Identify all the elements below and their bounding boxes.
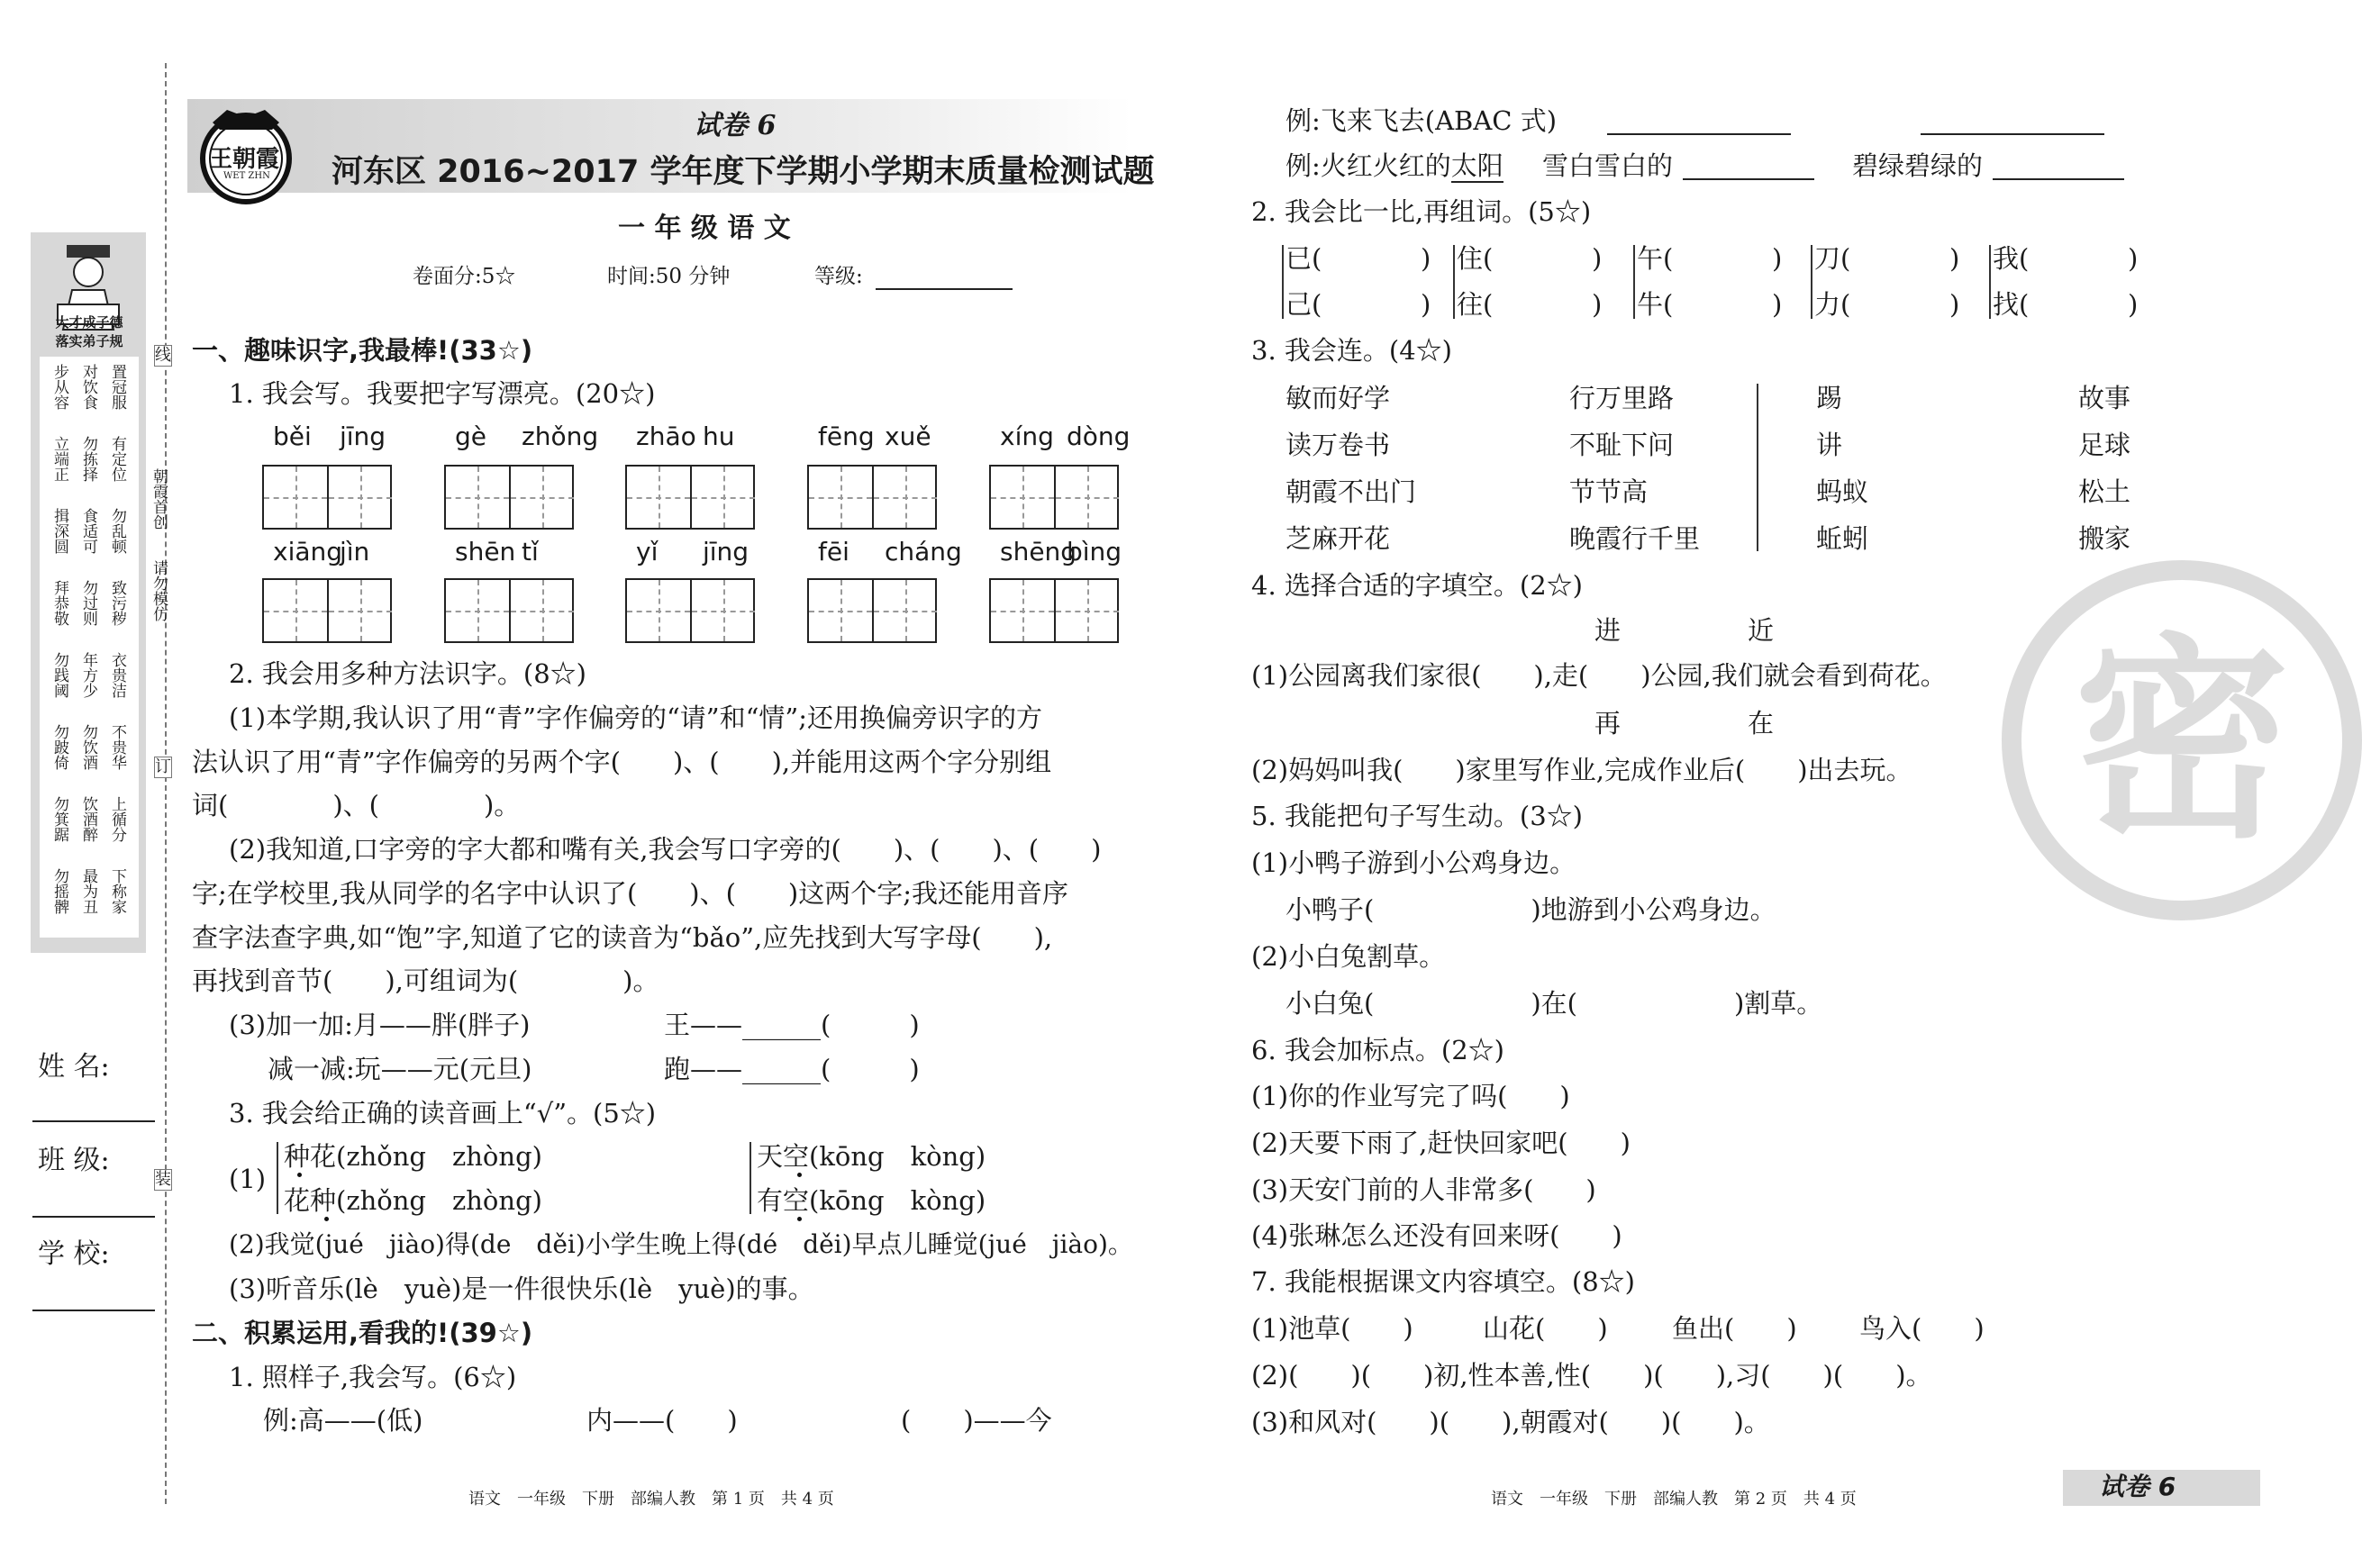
- grid-cell[interactable]: [329, 467, 392, 528]
- s2-q1-item: ( )——今: [901, 1405, 1052, 1436]
- grid-guide: [329, 611, 392, 612]
- rule-phrase: 最为丑: [79, 868, 97, 914]
- q3-item: 花种(zhǒng zhòng): [284, 1185, 542, 1216]
- grade-field[interactable]: [876, 288, 1013, 290]
- match-item[interactable]: 晚霞行千里: [1569, 523, 1701, 554]
- rule-phrase: 立端正: [50, 436, 68, 482]
- r-q6-item: (2)天要下雨了,赶快回家吧( ): [1251, 1128, 1631, 1158]
- r-q5-2-answer: 小白兔( )在( )割草。: [1285, 988, 1823, 1019]
- grid-guide: [874, 497, 937, 499]
- pinyin-label: jīng: [703, 537, 749, 566]
- compare-close: ): [1772, 243, 1783, 274]
- grid-cell[interactable]: [874, 580, 937, 641]
- match-item[interactable]: 不耻下问: [1569, 430, 1675, 460]
- match-item[interactable]: 读万卷书: [1285, 430, 1391, 460]
- r-q7-2: (2)( )( )初,性本善,性( )( ),习( )( )。: [1251, 1360, 1932, 1391]
- pinyin-label: shēn: [455, 537, 516, 566]
- r-q7-1: 鸟入( ): [1859, 1313, 1985, 1344]
- compare-char: 午(: [1637, 243, 1674, 274]
- meta-time: 时间:50 分钟: [607, 265, 731, 288]
- q2-1-line-c: 词( )、( )。: [192, 790, 521, 820]
- q3-item: 有空(kōng kòng): [757, 1185, 986, 1216]
- name-label: 姓 名:: [38, 1051, 110, 1083]
- example-word: 太阳: [1450, 150, 1504, 181]
- pinyin-label: jìn: [340, 537, 370, 566]
- example-abac: 例:飞来飞去(ABAC 式): [1285, 105, 1558, 136]
- character-grid[interactable]: [989, 578, 1119, 643]
- rule-phrase: 年方少: [79, 652, 97, 698]
- grid-guide: [627, 611, 690, 612]
- rule-phrase: 勿摇髀: [50, 868, 68, 914]
- rule-phrase: 致污秽: [108, 580, 126, 626]
- match-item[interactable]: 足球: [2078, 430, 2131, 460]
- q2-prompt: 2. 我会用多种方法识字。(8☆): [229, 658, 586, 689]
- q2-2-line-b: 字;在学校里,我从同学的名字中认识了( )、( )这两个字;我还能用音序: [192, 878, 1069, 909]
- grid-guide: [874, 611, 937, 612]
- rule-phrase: 勿饮酒: [79, 724, 97, 770]
- grid-cell[interactable]: [991, 467, 1056, 528]
- pinyin-label: xuě: [885, 421, 931, 451]
- match-item[interactable]: 松土: [2078, 476, 2131, 507]
- pinyin-label: xíng: [1000, 421, 1054, 451]
- seal-char: 密: [2073, 613, 2290, 867]
- q2-3-subtract: 减一减:玩——元(元旦): [268, 1054, 532, 1084]
- rule-phrase: 勿过则: [79, 580, 97, 626]
- compare-close: ): [1949, 243, 1960, 274]
- r-q6-item: (3)天安门前的人非常多( ): [1251, 1174, 1596, 1205]
- character-grid[interactable]: [444, 465, 574, 530]
- brand-logo: [191, 106, 301, 205]
- r-q7-1: (1)池草( ): [1251, 1313, 1413, 1344]
- character-grid[interactable]: [262, 465, 392, 530]
- pinyin-label: xiāng: [273, 537, 343, 566]
- grid-guide: [329, 497, 392, 499]
- rule-phrase: 下称家: [108, 868, 126, 914]
- compare-char: 力(: [1814, 289, 1851, 320]
- pinyin-label: bìng: [1067, 537, 1122, 566]
- match-item[interactable]: 讲: [1816, 430, 1843, 460]
- r-q7-prompt: 7. 我能根据课文内容填空。(8☆): [1251, 1266, 1635, 1297]
- q2-2-line-c: 查字法查字典,如“饱”字,知道了它的读音为“bǎo”,应先找到大写字母( ),: [192, 922, 1053, 953]
- rule-phrase: 有定位: [108, 436, 126, 482]
- r-q4-1: (1)公园离我们家很( ),走( )公园,我们就会看到荷花。: [1251, 660, 1947, 691]
- rule-phrase: 拜恭敬: [50, 580, 68, 626]
- q3-item: 天空(kōng kòng): [757, 1141, 986, 1172]
- logo-sub: WET ZHN: [223, 171, 270, 181]
- rule-phrase: 食适可: [79, 508, 97, 554]
- grid-guide: [991, 497, 1054, 499]
- grid-cell[interactable]: [692, 467, 755, 528]
- rule-phrase: 上循分: [108, 796, 126, 842]
- series-label: 试卷 6: [694, 110, 777, 141]
- corner-tag: 试卷 6: [2099, 1472, 2176, 1501]
- page-footer-right: 语文 一年级 下册 部编人教 第 2 页 共 4 页: [1491, 1490, 1857, 1509]
- q2-1-line-b: 法认识了用“青”字作偏旁的另两个字( )、( ),并能用这两个字分别组: [192, 747, 1052, 777]
- grid-cell[interactable]: [1056, 467, 1119, 528]
- character-grid[interactable]: [444, 578, 574, 643]
- q3-bracket: [277, 1142, 278, 1214]
- q3-number: (1): [229, 1164, 267, 1194]
- class-label: 班 级:: [38, 1145, 110, 1176]
- pinyin-label: hu: [703, 421, 735, 451]
- example-item: 碧绿碧绿的: [1852, 150, 1984, 181]
- compare-char: 刀(: [1814, 243, 1851, 274]
- grid-cell[interactable]: [692, 580, 755, 641]
- compare-close: ): [2128, 289, 2139, 320]
- rule-phrase: 勿跛倚: [50, 724, 68, 770]
- match-item[interactable]: 踢: [1816, 383, 1843, 413]
- grid-cell[interactable]: [264, 580, 329, 641]
- meta-grade: 等级:: [814, 265, 863, 288]
- compare-close: ): [1592, 243, 1603, 274]
- compare-char: 我(: [1993, 243, 2030, 274]
- grid-guide: [809, 497, 872, 499]
- school-label: 学 校:: [38, 1238, 110, 1270]
- page-footer-left: 语文 一年级 下册 部编人教 第 1 页 共 4 页: [468, 1490, 834, 1509]
- r-q2-prompt: 2. 我会比一比,再组词。(5☆): [1251, 196, 1592, 227]
- grid-cell[interactable]: [627, 467, 692, 528]
- r-q5-1: (1)小鸭子游到小公鸡身边。: [1251, 847, 1576, 878]
- rule-phrase: 对饮食: [79, 364, 97, 410]
- r-q6-item: (1)你的作业写完了吗( ): [1251, 1081, 1570, 1111]
- s2-q1-prompt: 1. 照样子,我会写。(6☆): [229, 1362, 517, 1392]
- q2-3-add-answer: 王——______( ): [664, 1010, 920, 1040]
- rule-phrase: 勿拣择: [79, 436, 97, 482]
- q1-prompt: 1. 我会写。我要把字写漂亮。(20☆): [229, 378, 656, 409]
- answer-line[interactable]: [1683, 178, 1814, 180]
- grid-guide: [809, 611, 872, 612]
- grid-cell[interactable]: [446, 580, 511, 641]
- compare-bracket: [1282, 245, 1284, 319]
- pinyin-label: shēng: [1000, 537, 1077, 566]
- grid-guide: [991, 611, 1054, 612]
- match-divider: [1757, 384, 1758, 551]
- r-q6-item: (4)张琳怎么还没有回来呀( ): [1251, 1220, 1622, 1251]
- match-item[interactable]: 行万里路: [1569, 383, 1675, 413]
- compare-char: 已(: [1285, 243, 1322, 274]
- rule-phrase: 揖深圆: [50, 508, 68, 554]
- r-q3-prompt: 3. 我会连。(4☆): [1251, 335, 1452, 366]
- word-option: 再: [1594, 708, 1622, 739]
- pinyin-label: zhǒng: [522, 421, 599, 451]
- grid-guide: [511, 611, 574, 612]
- rule-phrase: 衣贵洁: [108, 652, 126, 698]
- character-grid[interactable]: [625, 465, 755, 530]
- q2-2-line-d: 再找到音节( ),可组词为( )。: [192, 965, 659, 996]
- rule-phrase: 步从容: [50, 364, 68, 410]
- school-field[interactable]: [32, 1310, 155, 1311]
- q3-bracket: [749, 1142, 751, 1214]
- compare-bracket: [1989, 245, 1991, 319]
- seal-watermark: [2002, 560, 2290, 920]
- grid-cell[interactable]: [264, 467, 329, 528]
- compare-bracket: [1811, 245, 1812, 319]
- grid-guide: [264, 497, 327, 499]
- rule-phrase: 勿践阈: [50, 652, 68, 698]
- q2-2-line-a: (2)我知道,口字旁的字大都和嘴有关,我会写口字旁的( )、( )、( ): [229, 834, 1102, 865]
- class-field[interactable]: [32, 1216, 155, 1218]
- compare-close: ): [2128, 243, 2139, 274]
- grid-cell[interactable]: [446, 467, 511, 528]
- pinyin-label: cháng: [885, 537, 962, 566]
- rule-phrase: 不贵华: [108, 724, 126, 770]
- match-item[interactable]: 敏而好学: [1285, 383, 1391, 413]
- grid-guide: [446, 497, 509, 499]
- match-item[interactable]: 故事: [2078, 383, 2131, 413]
- example-prefix: 例:火红火红的: [1285, 150, 1451, 181]
- meta-score: 卷面分:5☆: [413, 265, 516, 288]
- r-q4-2: (2)妈妈叫我( )家里写作业,完成作业后( )出去玩。: [1251, 755, 1912, 785]
- sidebar-motto: [40, 313, 139, 351]
- logo-text: 王朝霞: [209, 146, 280, 173]
- grid-guide: [264, 611, 327, 612]
- example-item: 雪白雪白的: [1542, 150, 1674, 181]
- match-item[interactable]: 蚯蚓: [1816, 523, 1869, 554]
- character-grid[interactable]: [807, 578, 937, 643]
- answer-line[interactable]: [1993, 178, 2124, 180]
- pinyin-label: fēng: [818, 421, 875, 451]
- grid-cell[interactable]: [329, 580, 392, 641]
- word-option: 在: [1748, 708, 1775, 739]
- grid-cell[interactable]: [1056, 580, 1119, 641]
- compare-char: 牛(: [1637, 289, 1674, 320]
- compare-close: ): [1421, 243, 1431, 274]
- match-item[interactable]: 蚂蚁: [1816, 476, 1869, 507]
- q3-2: (2)我觉(jué jiào)得(de děi)小学生晚上得(dé děi)早点儿睡觉(jué jiào)。: [229, 1229, 1133, 1259]
- section-1-heading: 一、趣味识字,我最棒!(33☆): [192, 335, 533, 366]
- emphasis-dot: [324, 1217, 329, 1221]
- grid-cell[interactable]: [809, 467, 874, 528]
- pinyin-label: gè: [455, 421, 486, 451]
- q3-item: 种花(zhǒng zhòng): [284, 1141, 542, 1172]
- compare-char: 往(: [1457, 289, 1494, 320]
- motto-line: 大才成子德: [55, 314, 123, 331]
- emphasis-dot: [797, 1217, 802, 1221]
- match-item[interactable]: 搬家: [2078, 523, 2131, 554]
- rule-phrase: 饮酒醉: [79, 796, 97, 842]
- word-option: 进: [1594, 615, 1622, 646]
- pinyin-label: tǐ: [522, 537, 539, 566]
- s2-q1-example: 例:高——(低): [263, 1405, 423, 1436]
- grid-cell[interactable]: [511, 467, 574, 528]
- pinyin-label: fēi: [818, 537, 849, 566]
- grid-guide: [511, 497, 574, 499]
- grid-guide: [1056, 611, 1119, 612]
- grid-guide: [692, 611, 755, 612]
- q3-prompt: 3. 我会给正确的读音画上“√”。(5☆): [229, 1098, 657, 1128]
- pinyin-label: dòng: [1067, 421, 1131, 451]
- q2-1-line-a: (1)本学期,我认识了用“青”字作偏旁的“请”和“情”;还用换偏旁识字的方: [229, 702, 1043, 733]
- r-q6-prompt: 6. 我会加标点。(2☆): [1251, 1035, 1504, 1065]
- match-item[interactable]: 芝麻开花: [1285, 523, 1391, 554]
- match-item[interactable]: 朝霞不出门: [1285, 476, 1417, 507]
- emphasis-dot: [797, 1173, 802, 1177]
- binding-mark-1: 线: [155, 346, 171, 365]
- match-item[interactable]: 节节高: [1569, 476, 1649, 507]
- grid-guide: [692, 497, 755, 499]
- compare-close: ): [1421, 289, 1431, 320]
- word-option: 近: [1748, 615, 1775, 646]
- r-q4-prompt: 4. 选择合适的字填空。(2☆): [1251, 570, 1583, 601]
- grid-guide: [627, 497, 690, 499]
- pinyin-label: jīng: [340, 421, 386, 451]
- grid-cell[interactable]: [874, 467, 937, 528]
- subject-title: 一 年 级 语 文: [618, 213, 791, 244]
- rule-phrase: 勿乱顿: [108, 508, 126, 554]
- q3-3: (3)听音乐(lè yuè)是一件很快乐(lè yuè)的事。: [229, 1273, 814, 1304]
- answer-line[interactable]: [1921, 133, 2104, 135]
- compare-close: ): [1949, 289, 1960, 320]
- r-q5-2: (2)小白兔割草。: [1251, 941, 1446, 972]
- emphasis-dot: [297, 1173, 302, 1177]
- binding-mark-2: 订: [155, 757, 171, 776]
- q2-3-add: (3)加一加:月——胖(胖子): [229, 1010, 531, 1040]
- rule-phrase: 勿箕踞: [50, 796, 68, 842]
- compare-char: 己(: [1285, 289, 1322, 320]
- grid-guide: [1056, 497, 1119, 499]
- pinyin-label: běi: [273, 421, 312, 451]
- compare-bracket: [1633, 245, 1635, 319]
- rule-phrase: 置冠服: [108, 364, 126, 410]
- character-grid[interactable]: [989, 465, 1119, 530]
- answer-line[interactable]: [1607, 133, 1791, 135]
- character-grid[interactable]: [262, 578, 392, 643]
- section-2-heading: 二、积累运用,看我的!(39☆): [192, 1318, 533, 1348]
- q2-3-subtract-answer: 跑——______( ): [664, 1054, 920, 1084]
- pinyin-label: yǐ: [636, 537, 659, 566]
- r-q7-1: 山花( ): [1483, 1313, 1608, 1344]
- r-q7-1: 鱼出( ): [1672, 1313, 1797, 1344]
- s2-q1-item: 内——( ): [586, 1405, 738, 1436]
- grid-guide: [446, 611, 509, 612]
- page-title: 河东区 2016~2017 学年度下学期小学期末质量检测试题: [332, 154, 1155, 190]
- pinyin-label: zhāo: [636, 421, 696, 451]
- example-color: [1285, 150, 1504, 183]
- sidebar-rules: [40, 357, 139, 938]
- compare-char: 找(: [1993, 289, 2030, 320]
- grid-cell[interactable]: [627, 580, 692, 641]
- motto-line: 落实弟子规: [55, 333, 123, 349]
- binding-mark-3: 装: [155, 1170, 171, 1189]
- r-q5-prompt: 5. 我能把句子写生动。(3☆): [1251, 801, 1583, 831]
- r-q7-3: (3)和风对( )( ),朝霞对( )( )。: [1251, 1407, 1770, 1437]
- compare-char: 住(: [1457, 243, 1494, 274]
- binding-line: [165, 63, 167, 1504]
- grid-cell[interactable]: [809, 580, 874, 641]
- vertical-note-2: 请勿模仿: [150, 560, 168, 621]
- compare-close: ): [1592, 289, 1603, 320]
- character-grid[interactable]: [625, 578, 755, 643]
- compare-bracket: [1453, 245, 1455, 319]
- r-q5-1-answer: 小鸭子( )地游到小公鸡身边。: [1285, 894, 1776, 925]
- vertical-note-1: 朝霞首创: [150, 468, 168, 530]
- grid-cell[interactable]: [991, 580, 1056, 641]
- grid-cell[interactable]: [511, 580, 574, 641]
- compare-close: ): [1772, 289, 1783, 320]
- name-field[interactable]: [32, 1120, 155, 1122]
- character-grid[interactable]: [807, 465, 937, 530]
